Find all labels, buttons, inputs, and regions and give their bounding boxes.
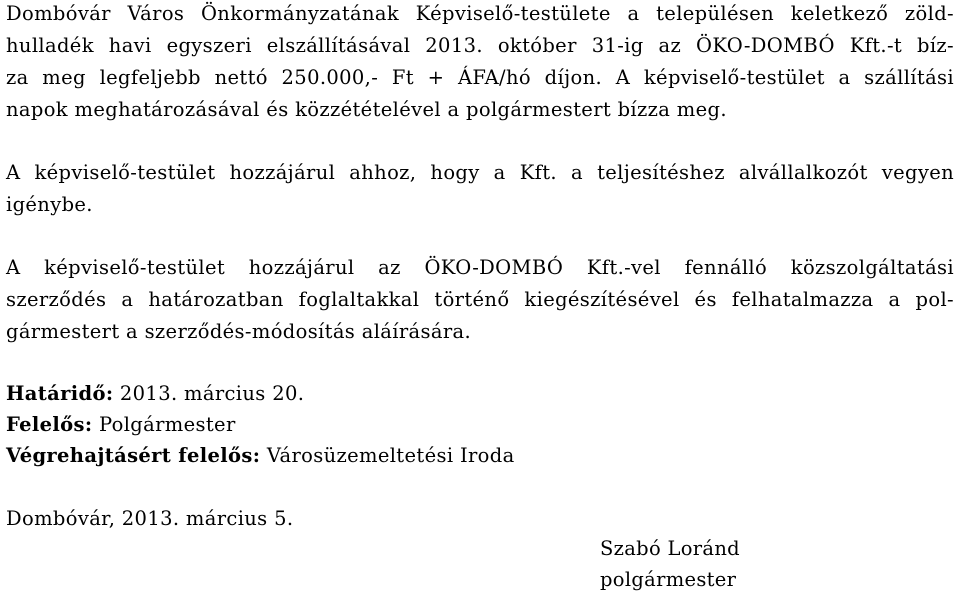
paragraph-3-line-3: gármestert a szerződés-módosítás aláírására. [6, 320, 472, 343]
paragraph-1-line-1: Dombóvár Város Önkormányzatának Képviselő-testülete a településen keletkező zöld- [6, 2, 954, 25]
paragraph-1-line-4: napok meghatározásával és közzétételével a polgármestert bízza meg. [6, 98, 727, 121]
deadline-line [6, 382, 954, 406]
deadline-value: 2013. március 20. [113, 382, 305, 405]
executor-value: Városüzemeltetési Iroda [260, 444, 515, 467]
signature-title: polgármester [600, 568, 737, 591]
executor-line [6, 444, 954, 468]
paragraph-2-line-2: igénybe. [6, 193, 93, 216]
responsible-line [6, 413, 954, 437]
executor-label: Végrehajtásért felelős: [6, 444, 261, 467]
paragraph-3-line-2: szerződés a határozatban foglaltakkal történő kiegészítésével és felhatalmazza a pol- [6, 288, 954, 311]
paragraph-3-line-1: A képviselő-testület hozzájárul az ÖKO-DOMBÓ Kft.-vel fennálló közszolgáltatási [6, 256, 954, 279]
responsible-value: Polgármester [92, 413, 236, 436]
responsible-label: Felelős: [6, 413, 93, 436]
paragraph-1-line-3: za meg legfeljebb nettó 250.000,- Ft + ÁFA/hó díjon. A képviselő-testület a szállítási [6, 66, 954, 89]
signature-name: Szabó Loránd [600, 537, 740, 560]
deadline-label: Határidő: [6, 382, 114, 405]
paragraph-1-line-2: hulladék havi egyszeri elszállításával 2013. október 31-ig az ÖKO-DOMBÓ Kft.-t bíz- [6, 34, 954, 57]
paragraph-2-line-1: A képviselő-testület hozzájárul ahhoz, hogy a Kft. a teljesítéshez alvállalkozót vegyen [6, 161, 954, 184]
place-date: Dombóvár, 2013. március 5. [6, 507, 294, 530]
